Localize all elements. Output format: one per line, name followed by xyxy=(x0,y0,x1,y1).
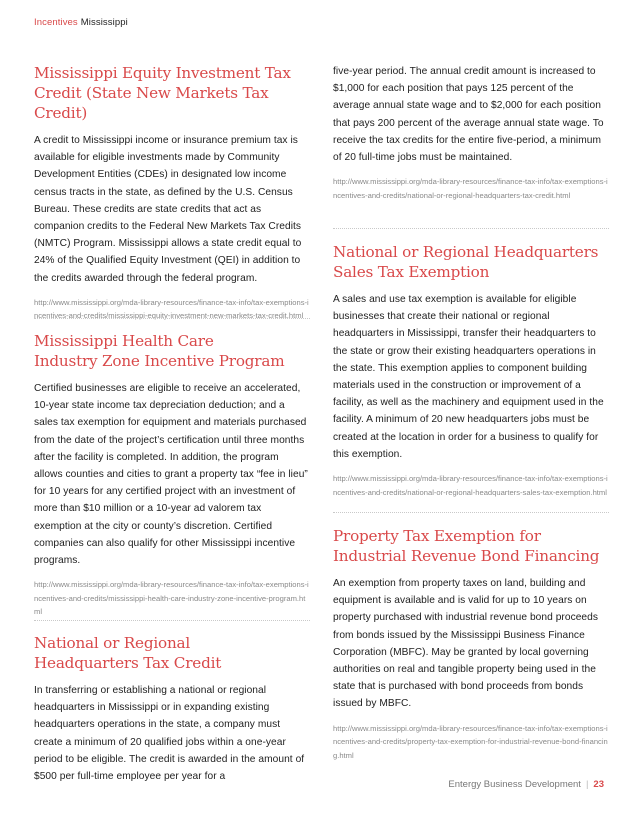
article-link[interactable]: http://www.mississippi.org/mda-library-resources/finance-tax-info/tax-exemptions-incentives-and-credits/national-or-regional-headquarters-tax-credit.html xyxy=(333,177,608,200)
article-body: A credit to Mississippi income or insurance premium tax is available for eligible investments made by Community Development Entities (CDEs) in designated low income census tracts in the state, as defined by the U.S. Census Bureau. These credits are state credits that act as companion credits to the Federal New Markets Tax Credits (NMTC) Program. Mississippi allows a state credit equal to 24% of the Qualified Equity Investment (QEI) in addition to the credits awarded through the federal program. xyxy=(34,135,302,284)
article-title: National or Regional Headquarters Sales Tax Exemption xyxy=(333,243,599,281)
section-divider xyxy=(34,620,310,621)
section-divider xyxy=(333,512,609,513)
article-title: Mississippi Health Care Industry Zone Incentive Program xyxy=(34,332,285,370)
article-title: Mississippi Equity Investment Tax Credit (State New Markets Tax Credit) xyxy=(34,64,291,122)
article-property-tax-exemption xyxy=(333,526,609,762)
article-title: Property Tax Exemption for Industrial Revenue Bond Financing xyxy=(333,527,600,565)
breadcrumb xyxy=(34,17,128,28)
article-headquarters-tax-credit xyxy=(34,633,310,785)
article-link[interactable]: http://www.mississippi.org/mda-library-resources/finance-tax-info/tax-exemptions-incentives-and-credits/property-tax-exemption-for-industrial-revenue-bond-financing.html xyxy=(333,723,608,760)
page-number: 23 xyxy=(593,779,604,790)
article-body-continued: five-year period. The annual credit amount is increased to $1,000 for each position that pays 125 percent of the average annual state wage and to $2,000 for each position that pays 200 percent of the average annual state wage. To receive the tax credits for the entire five-period, a minimum of 20 full-time jobs must be maintained. xyxy=(333,66,604,164)
article-link[interactable]: http://www.mississippi.org/mda-library-resources/finance-tax-info/tax-exemptions-incentives-and-credits/national-or-regional-headquarters-sales-tax-exemption.html xyxy=(333,474,608,497)
breadcrumb-state: Mississippi xyxy=(80,17,128,28)
article-headquarters-tax-credit-continued xyxy=(333,63,609,202)
page-footer xyxy=(448,779,604,790)
footer-company: Entergy Business Development xyxy=(448,779,581,790)
article-health-care-industry-zone xyxy=(34,331,310,619)
article-link[interactable]: http://www.mississippi.org/mda-library-resources/finance-tax-info/tax-exemptions-incentives-and-credits/mississippi-health-care-industry-zone-incentive-program.html xyxy=(34,580,309,617)
article-headquarters-sales-tax-exemption xyxy=(333,242,609,499)
article-body: An exemption from property taxes on land, building and equipment is available and is valid for up to 10 years on property purchased with industrial revenue bond proceeds from bonds issued by the Mississippi Business Finance Corporation (MBFC). May be granted by local governing authorities on real and tangible property being used in the state that is purchased with bond proceeds from bonds issued by MBFC. xyxy=(333,578,599,710)
article-link[interactable]: http://www.mississippi.org/mda-library-resources/finance-tax-info/tax-exemptions-incentives-and-credits/mississippi-equity-investment-new-markets-tax-credit.html xyxy=(34,297,309,321)
article-body: A sales and use tax exemption is available for eligible businesses that create their national or regional headquarters in Mississippi, transfer their headquarters to the state or grow their existing headquarters operations in the state. This exemption applies to component building materials used in the construction or improvement of a facility, as well as the machinery and equipment used in the facility. A minimum of 20 new headquarters jobs must be created at the location in order for a business to qualify for this exemption. xyxy=(333,294,604,460)
article-equity-investment-tax-credit xyxy=(34,63,310,323)
article-title: National or Regional Headquarters Tax Credit xyxy=(34,634,222,672)
section-divider xyxy=(333,228,609,229)
article-body: In transferring or establishing a national or regional headquarters in Mississippi or in expanding existing headquarters operations in the state, a company must create a minimum of 20 qualified jobs within a one-year period to be eligible. The credit is awarded in the amount of $500 per full-time employee per year for a xyxy=(34,685,305,783)
section-divider xyxy=(34,318,310,319)
footer-separator: | xyxy=(585,779,589,790)
breadcrumb-section: Incentives xyxy=(34,17,78,28)
article-body: Certified businesses are eligible to receive an accelerated, 10-year state income tax depreciation deduction; and a sales tax exemption for equipment and materials purchased from the date of the project’s certification until three months after the facility is completed. In addition, the program allows counties and cities to grant a property tax “fee in lieu” for 10 years for any certified project with an investment of more than $10 million or a 10-year ad valorem tax exemption at the city or county’s discretion. Certified companies can also qualify for other Mississippi incentive programs. xyxy=(34,383,308,567)
